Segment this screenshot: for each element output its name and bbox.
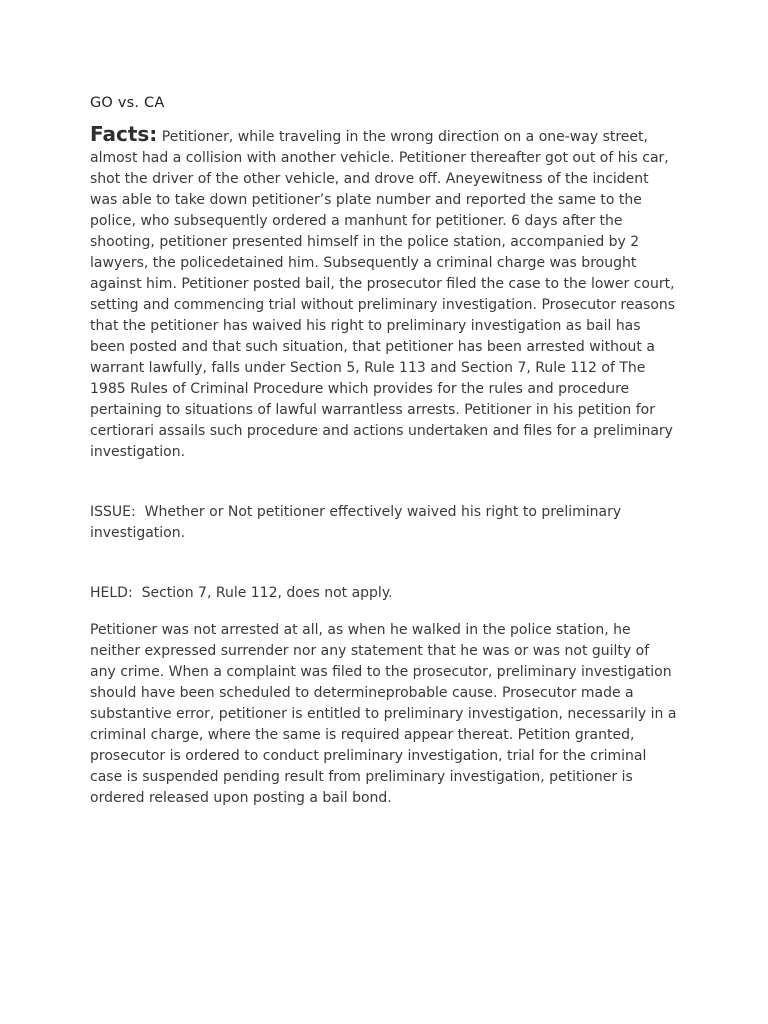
ruling-paragraph: Petitioner was not arrested at all, as when he walked in the police station, he neither expressed surrender nor any statement that he was or was not guilty of any crime. When a complaint was filed to the prosecutor, preliminary investigation should have been scheduled to determineprobable cause. Prosecutor made a substantive error, petitioner is entitled to preliminary investigation, necessarily in a criminal charge, where the same is required appear thereat. Petition granted, prosecutor is ordered to conduct preliminary investigation, trial for the criminal case is suspended pending result from preliminary investigation, petitioner is ordered released upon posting a bail bond. (90, 622, 677, 806)
facts-heading: Facts: (90, 122, 158, 146)
facts-text: Petitioner, while traveling in the wrong direction on a one-way street, almost had a collision with another vehicle. Petitioner thereafter got out of his car, shot the driver of the other vehicle, and drove off. Aneyewitness of the incident was able to take down petitioner’s plate number and reported the same to the police, who subsequently ordered a manhunt for petitioner. 6 days after the shooting, petitioner presented himself in the police station, accompanied by 2 lawyers, the policedetained him. Subsequently a criminal charge was brought against him. Petitioner posted bail, the prosecutor filed the case to the lower court, setting and commencing trial without preliminary investigation. Prosecutor reasons that the petitioner has waived his right to preliminary investigation as bail has been posted and that such situation, that petitioner has been arrested without a warrant lawfully, falls under Section 5, Rule 113 and Section 7, Rule 112 of The 1985 Rules of Criminal Procedure which provides for the rules and procedure pertaining to situations of lawful warrantless arrests. Petitioner in his petition for certiorari assails such procedure and actions undertaken and files for a preliminary investigation. (90, 129, 676, 460)
held-paragraph: HELD: Section 7, Rule 112, does not apply. (90, 585, 393, 601)
facts-paragraph (90, 124, 678, 463)
document-title: GO vs. CA (90, 95, 165, 111)
issue-paragraph: ISSUE: Whether or Not petitioner effectively waived his right to preliminary investigation. (90, 504, 626, 541)
